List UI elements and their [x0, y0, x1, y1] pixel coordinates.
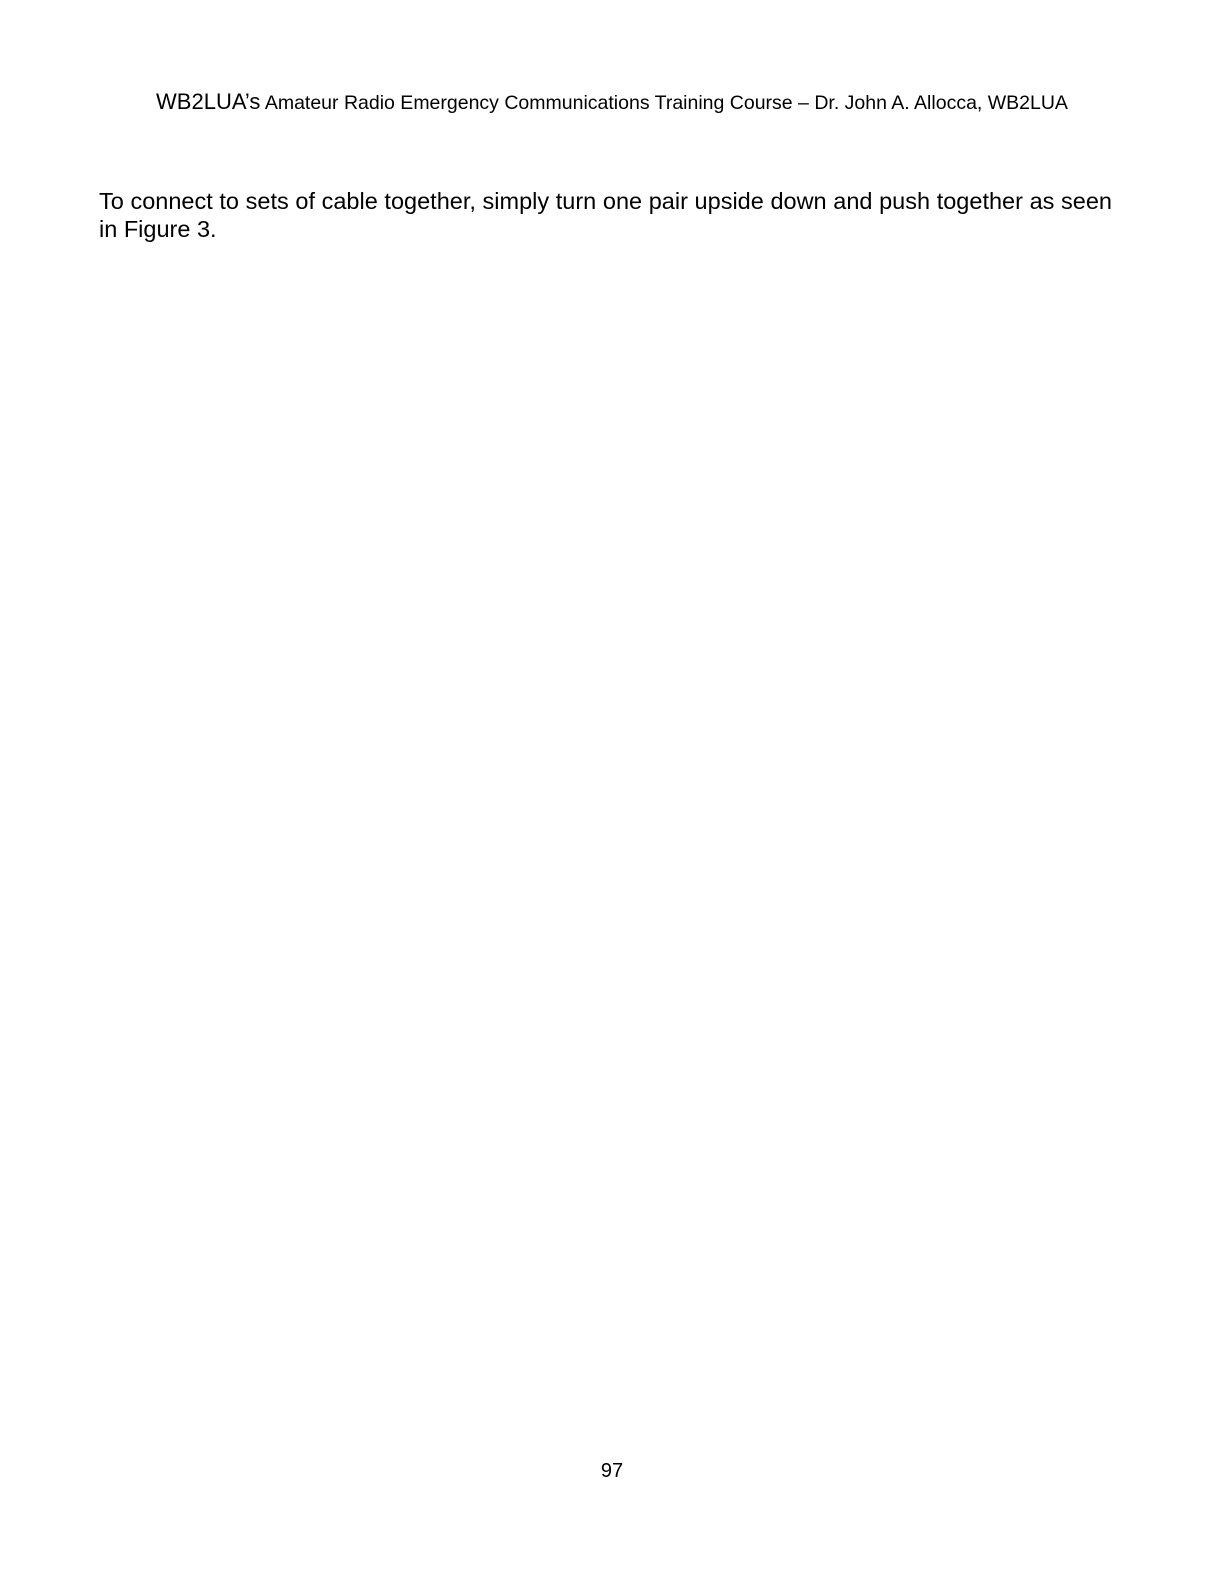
running-header: [0, 88, 1224, 119]
body-paragraph: To connect to sets of cable together, simply turn one pair upside down and push together as seen in Figure 3.: [99, 188, 1112, 242]
header-course-title: Amateur Radio Emergency Communications Training Course – Dr. John A. Allocca, WB2LUA: [264, 92, 1068, 114]
page-number: 97: [600, 1460, 624, 1482]
header-callsign: WB2LUA’s: [156, 89, 261, 114]
